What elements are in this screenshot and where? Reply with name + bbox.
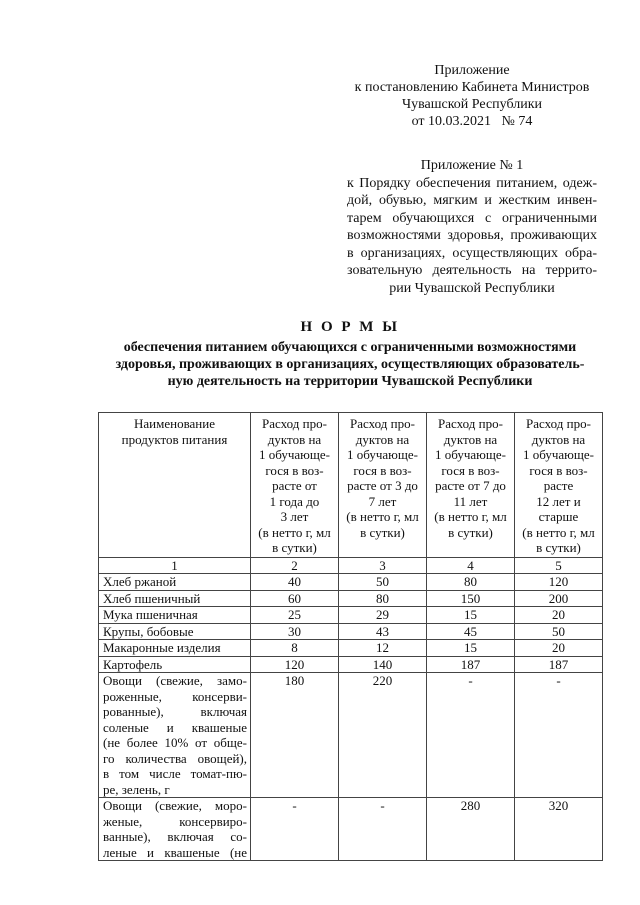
header-line: старше (538, 509, 579, 524)
norm-value: - (251, 798, 339, 861)
norm-value: 320 (515, 798, 603, 861)
table-header-cell (427, 413, 515, 558)
product-name-line: го количества овощей), (103, 750, 247, 766)
header-line: расте от 3 до (347, 478, 418, 493)
header-line: 1 обучающе- (523, 447, 594, 462)
product-name-line: леные и квашеные (не (103, 844, 247, 860)
product-name (99, 673, 251, 798)
header-line: в сутки) (360, 524, 405, 540)
norm-value: 12 (339, 640, 427, 657)
norm-value: 280 (427, 798, 515, 861)
header-line: в сутки) (536, 540, 581, 555)
header-line: Наименование (134, 416, 215, 431)
norm-value: 60 (251, 590, 339, 607)
table-row (99, 607, 603, 624)
product-name-line: ванные), включая со- (103, 829, 247, 844)
appendix-1-line: дой, обувью, мягким и жестким инвен- (347, 193, 597, 208)
header-line: расте от 7 до (435, 478, 506, 493)
norm-value: 15 (427, 640, 515, 657)
column-number: 2 (251, 557, 339, 574)
header-line: дуктов на (267, 431, 322, 447)
norm-value: 20 (515, 640, 603, 657)
header-line: дуктов на (531, 431, 586, 447)
header-line: 12 лет и (536, 493, 581, 509)
header-line: 1 года до (269, 493, 320, 509)
header-line: гося в воз- (441, 462, 500, 478)
appendix-1-line: рии Чувашской Республики (389, 280, 555, 296)
product-name: Макаронные изделия (99, 640, 251, 657)
product-name: Хлеб ржаной (99, 574, 251, 591)
norm-value: 25 (251, 607, 339, 624)
norms-table (98, 412, 603, 861)
header-line: 1 обучающе- (347, 447, 418, 462)
appendix-date-line: от 10.03.2021 № 74 (411, 114, 533, 129)
product-name-line: в том числе томат-пю- (103, 766, 247, 781)
header-line: (в нетто г, мл (522, 524, 595, 540)
table-row (99, 673, 603, 798)
appendix-1-line: возможностями здоровья, проживающих (347, 228, 597, 243)
norm-value: 120 (515, 574, 603, 591)
norm-value: 50 (515, 623, 603, 640)
norm-value: - (339, 798, 427, 861)
document-heading (100, 319, 600, 390)
header-line: Расход про- (350, 416, 415, 431)
header-line: 7 лет (368, 493, 397, 509)
header-line: 1 обучающе- (259, 447, 330, 462)
table-row (99, 798, 603, 861)
norm-value: - (515, 673, 603, 798)
appendix-header (352, 62, 592, 130)
norm-value: 30 (251, 623, 339, 640)
header-line: (в нетто г, мл (346, 509, 419, 524)
header-line: гося в воз- (353, 462, 412, 478)
norm-value: 120 (251, 656, 339, 673)
column-number: 4 (427, 557, 515, 574)
norm-value: 187 (427, 656, 515, 673)
header-line: расте от (272, 478, 317, 493)
norm-value: 43 (339, 623, 427, 640)
table-row (99, 623, 603, 640)
product-name-line: Овощи (свежие, моро- (103, 798, 247, 813)
column-number: 3 (339, 557, 427, 574)
norm-value: 45 (427, 623, 515, 640)
heading-line: здоровья, проживающих в организациях, осуществляющих образователь- (115, 357, 585, 372)
product-name (99, 798, 251, 861)
header-line: 3 лет (280, 509, 309, 524)
header-line: гося в воз- (265, 462, 324, 478)
header-line: расте (543, 478, 574, 493)
product-name-line: женые, консервиро- (103, 813, 247, 829)
table-header-cell (515, 413, 603, 558)
product-name-line: соленые и квашеные (103, 719, 247, 735)
norm-value: 187 (515, 656, 603, 673)
appendix-1-line: к Порядку обеспечения питанием, одеж- (347, 175, 597, 191)
column-number: 5 (515, 557, 603, 574)
header-line: в сутки) (272, 540, 317, 555)
column-number-row (99, 557, 603, 574)
appendix-1-line: зовательную деятельность на террито- (347, 263, 597, 278)
table-row (99, 640, 603, 657)
norm-value: 20 (515, 607, 603, 624)
norm-value: 140 (339, 656, 427, 673)
table-header-cell (251, 413, 339, 558)
product-name-line: роженные, консерви- (103, 688, 247, 704)
norm-value: - (427, 673, 515, 798)
appendix-line: к постановлению Кабинета Министров (354, 80, 590, 95)
norms-title: Н О Р М Ы (300, 319, 400, 335)
heading-line: ную деятельность на территории Чувашской Республики (167, 374, 533, 389)
norm-value: 80 (427, 574, 515, 591)
appendix-1-line: тарем обучающихся с ограниченными (347, 210, 597, 226)
norm-value: 8 (251, 640, 339, 657)
heading-line: обеспечения питанием обучающихся с ограниченными возможностями (123, 340, 577, 355)
table-header-cell (99, 413, 251, 558)
header-line: дуктов на (443, 431, 498, 447)
product-name-line: (не более 10% от обще- (103, 735, 247, 750)
table-header-cell (339, 413, 427, 558)
column-number: 1 (99, 557, 251, 574)
table-row (99, 574, 603, 591)
product-name: Мука пшеничная (99, 607, 251, 624)
norm-value: 50 (339, 574, 427, 591)
product-name-line: рованные), включая (103, 704, 247, 719)
appendix-1-block (347, 157, 597, 297)
header-line: Расход про- (526, 416, 591, 431)
appendix-line: Чувашской Республики (401, 97, 543, 112)
norm-value: 180 (251, 673, 339, 798)
product-name-line: ре, зелень, г (103, 781, 170, 797)
norm-value: 150 (427, 590, 515, 607)
appendix-line: Приложение (434, 63, 510, 78)
norm-value: 29 (339, 607, 427, 624)
product-name-line: Овощи (свежие, замо- (103, 673, 247, 688)
header-line: (в нетто г, мл (258, 524, 331, 540)
norm-value: 200 (515, 590, 603, 607)
table-header-row (99, 413, 603, 558)
header-line: продуктов питания (121, 431, 228, 447)
header-line: Расход про- (262, 416, 327, 431)
header-line: в сутки) (448, 524, 493, 540)
product-name: Картофель (99, 656, 251, 673)
product-name: Крупы, бобовые (99, 623, 251, 640)
norm-value: 15 (427, 607, 515, 624)
table-row (99, 656, 603, 673)
product-name: Хлеб пшеничный (99, 590, 251, 607)
header-line: (в нетто г, мл (434, 509, 507, 524)
appendix-1-title: Приложение № 1 (420, 158, 524, 173)
table-row (99, 590, 603, 607)
header-line: дуктов на (355, 431, 410, 447)
header-line: 1 обучающе- (435, 447, 506, 462)
header-line: 11 лет (453, 493, 488, 509)
norm-value: 40 (251, 574, 339, 591)
header-line: гося в воз- (529, 462, 588, 478)
norm-value: 220 (339, 673, 427, 798)
appendix-1-line: в организациях, осуществляющих обра- (347, 245, 597, 261)
header-line: Расход про- (438, 416, 503, 431)
norm-value: 80 (339, 590, 427, 607)
